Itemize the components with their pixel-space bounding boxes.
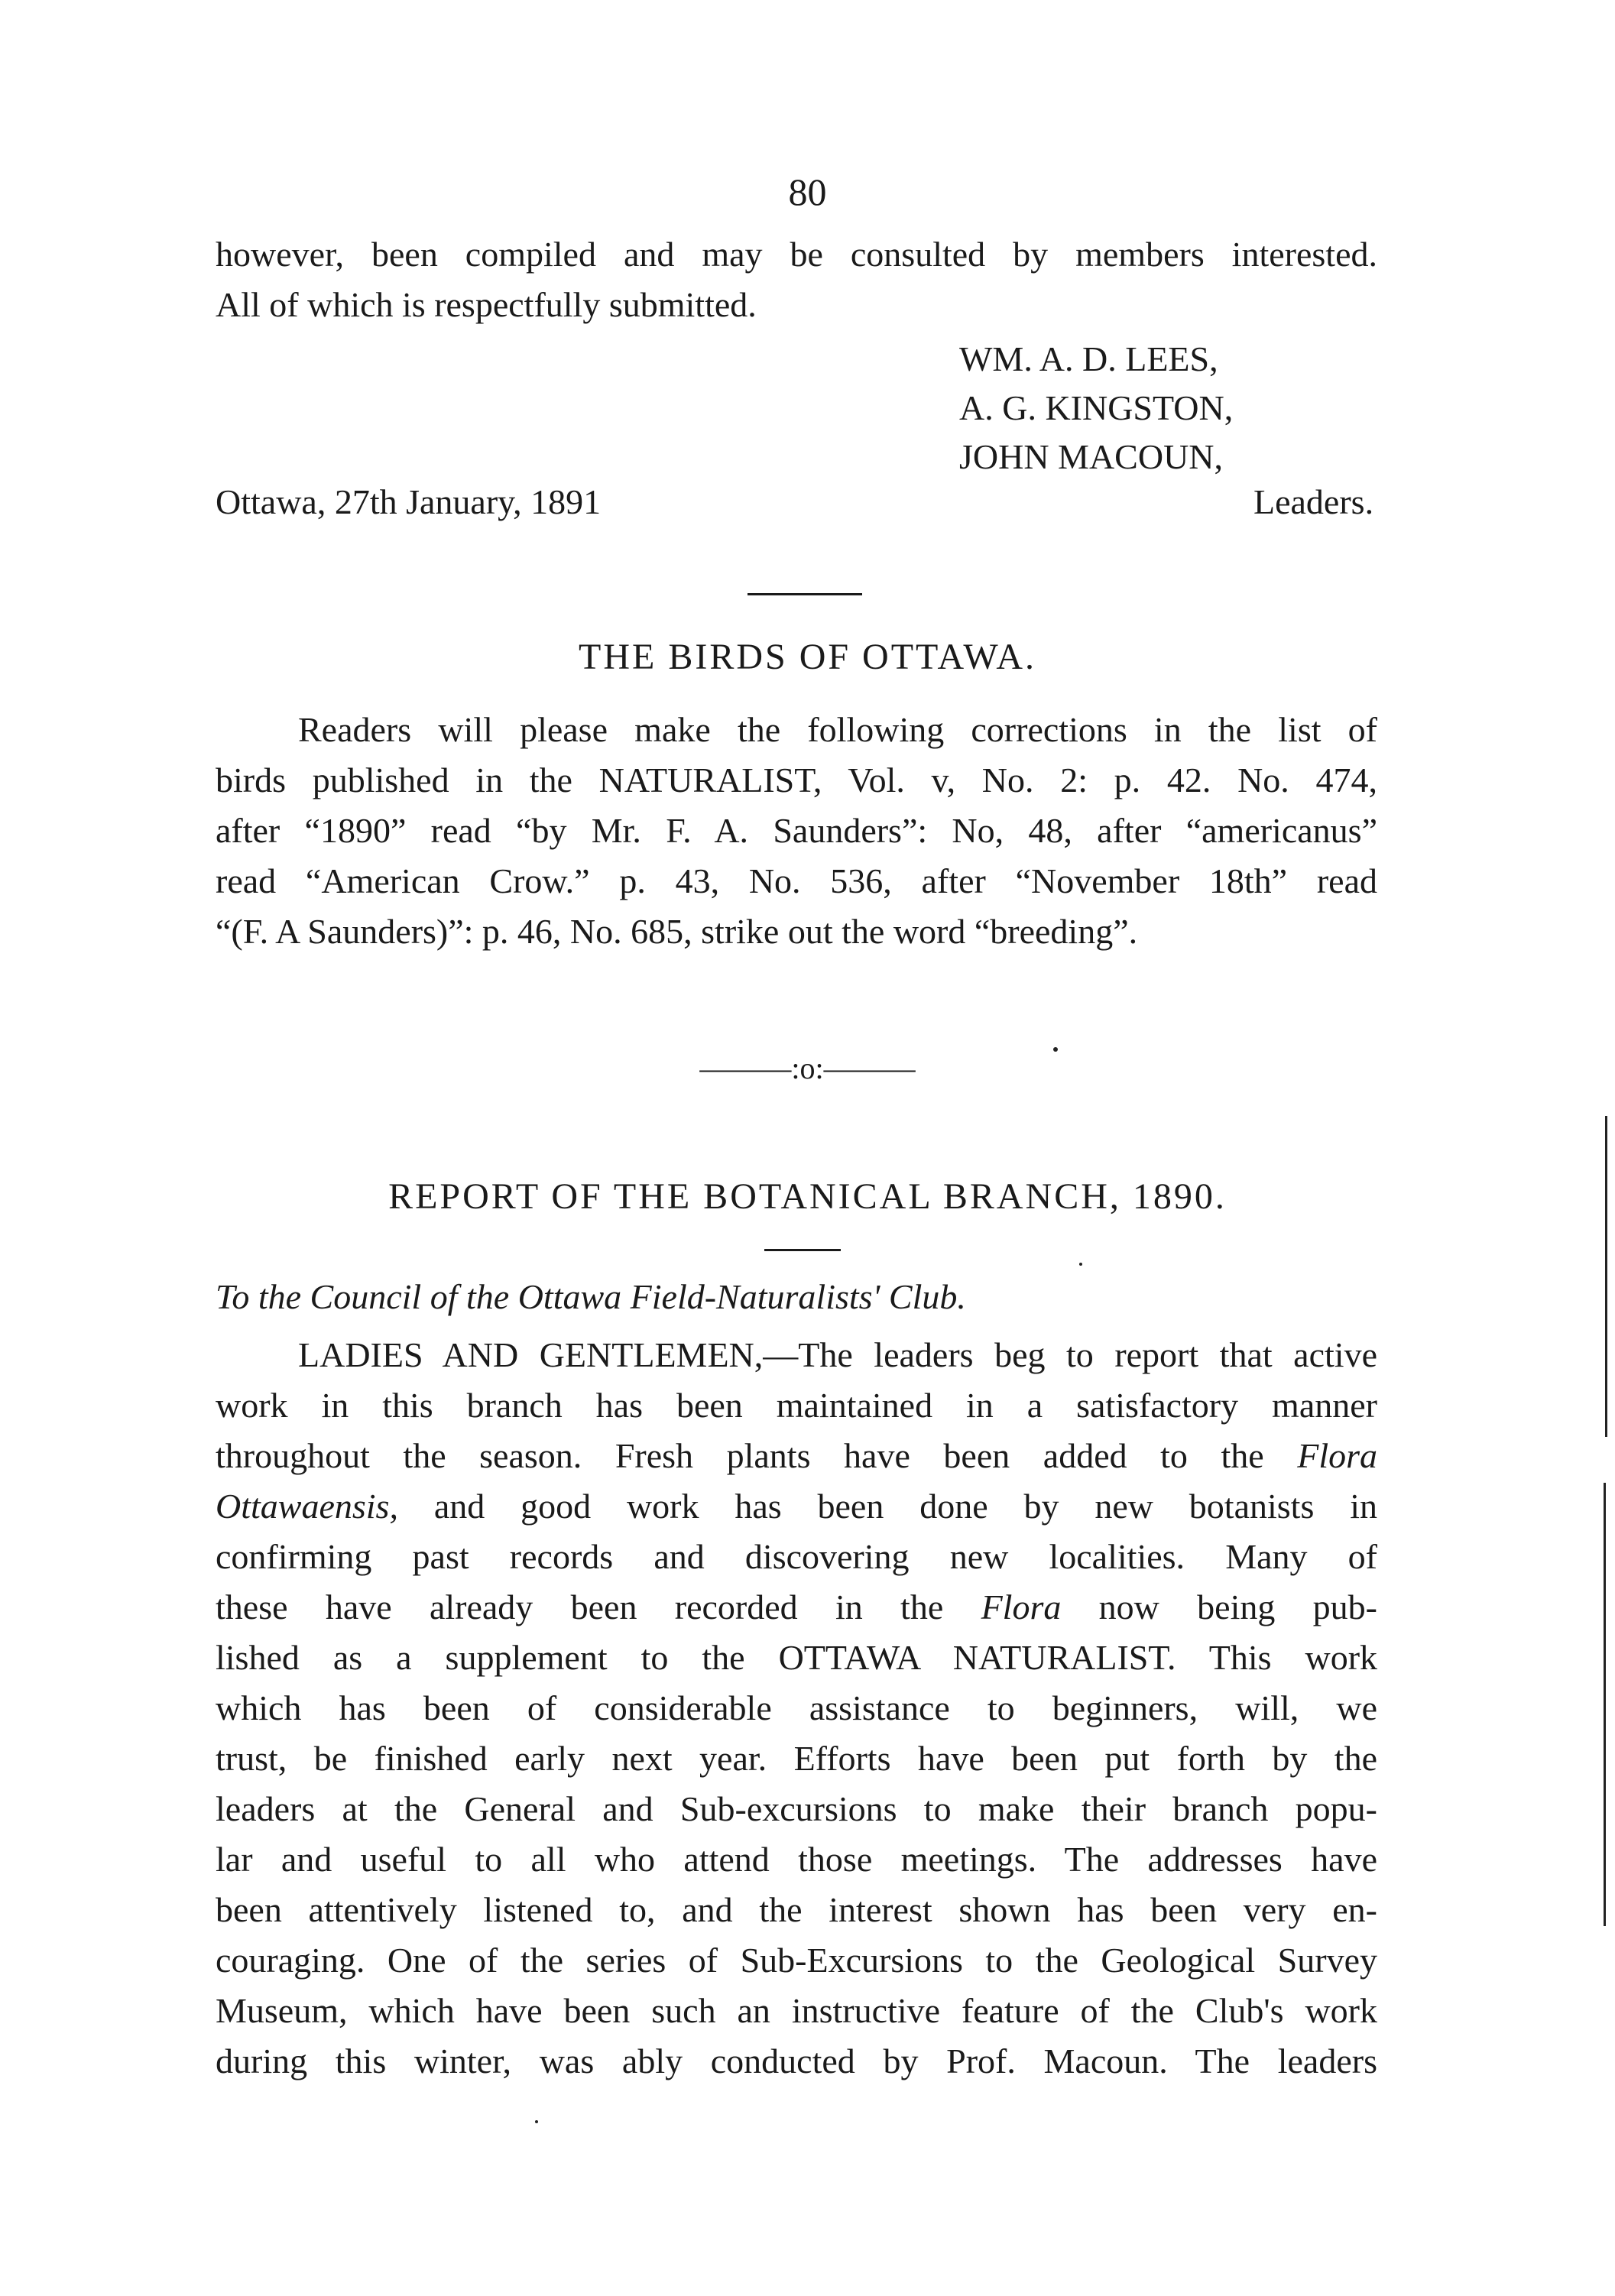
section-rule (748, 593, 862, 595)
botany-line-6-tail: now being pub- (1098, 1587, 1378, 1626)
botany-line-2: work in this branch has been maintained in a satisfactory manner (216, 1386, 1377, 1425)
botany-line-3-text: throughout the season. Fresh plants have been added to the (216, 1436, 1264, 1475)
signatory-role: Leaders. (1253, 482, 1374, 521)
journal-title: OTTAWA NATURALIST. (778, 1638, 1176, 1677)
botany-line-5: confirming past records and discovering new localities. Many of (216, 1537, 1377, 1576)
separator: ———:o:——— (699, 1051, 916, 1085)
birds-line-1: Readers will please make the following corrections in the list of (298, 710, 1377, 749)
scan-speck (1053, 1047, 1058, 1052)
botany-line-3 (216, 1431, 1377, 1481)
botany-line-11: lar and useful to all who attend those meetings. The addresses have (216, 1840, 1377, 1879)
birds-line-3: after “1890” read “by Mr. F. A. Saunders”: No, 48, after “americanus” (216, 811, 1377, 850)
botany-paragraph (216, 1330, 1377, 2087)
botany-line-10: leaders at the General and Sub-excursions to make their branch popu- (216, 1789, 1377, 1828)
flora-title-1: Flora (1297, 1436, 1377, 1475)
botany-line-14: Museum, which have been such an instructive feature of the Club's work (216, 1991, 1377, 2030)
birds-paragraph (216, 705, 1377, 957)
signatory-lees: WM. A. D. LEES, (959, 339, 1218, 378)
signatory-macoun: JOHN MACOUN, (959, 437, 1224, 476)
botany-line-4 (216, 1481, 1377, 1532)
botany-line-1-text: —The leaders beg to report that active (763, 1335, 1377, 1374)
closing-line-2: All of which is respectfully submitted. (216, 285, 757, 324)
botany-line-12: been attentively listened to, and the interest shown has been very en- (216, 1890, 1377, 1929)
closing-paragraph (216, 229, 1377, 330)
scan-speck (535, 2120, 538, 2123)
botany-line-7-tail: This work (1208, 1638, 1378, 1677)
botany-line-9: trust, be finished early next year. Efforts have been put forth by the (216, 1739, 1377, 1778)
birds-line-4: read “American Crow.” p. 43, No. 536, after “November 18th” read (216, 861, 1377, 900)
botany-line-7-text: lished as a supplement to the (216, 1638, 745, 1677)
botany-line-15: during this winter, was ably conducted by Prof. Macoun. The leaders (216, 2041, 1377, 2080)
botany-line-1 (216, 1330, 1377, 1380)
signatory-kingston: A. G. KINGSTON, (959, 388, 1234, 427)
closing-line-1: however, been compiled and may be consulted by members interested. (216, 235, 1377, 274)
heading-rule (764, 1249, 841, 1251)
botany-line-6 (216, 1582, 1377, 1633)
botany-line-7 (216, 1633, 1377, 1683)
botany-heading: REPORT OF THE BOTANICAL BRANCH, 1890. (388, 1176, 1227, 1217)
birds-heading: THE BIRDS OF OTTAWA. (579, 637, 1036, 677)
place-date: Ottawa, 27th January, 1891 (216, 482, 602, 521)
birds-line-5: “(F. A Saunders)”: p. 46, No. 685, strike out the word “breeding”. (216, 912, 1138, 951)
scan-margin-mark (1604, 1483, 1606, 1926)
botany-line-8: which has been of considerable assistance to beginners, will, we (216, 1688, 1377, 1727)
signatories (959, 335, 1233, 482)
flora-title-2: Flora (981, 1587, 1062, 1626)
botany-address: To the Council of the Ottawa Field-Naturalists' Club. (216, 1277, 966, 1316)
salutation: LADIES AND GENTLEMEN, (298, 1335, 764, 1374)
page-number: 80 (788, 170, 827, 213)
botany-line-13: couraging. One of the series of Sub-Excursions to the Geological Survey (216, 1941, 1377, 1980)
flora-title-ottawaensis: Ottawaensis, (216, 1487, 398, 1526)
scan-speck (1079, 1263, 1082, 1266)
botany-line-6-text: these have already been recorded in the (216, 1587, 944, 1626)
birds-line-2: birds published in the NATURALIST, Vol. v, No. 2: p. 42. No. 474, (216, 760, 1377, 799)
botany-line-4-text: and good work has been done by new botanists in (433, 1487, 1377, 1526)
scan-margin-mark (1605, 1116, 1607, 1437)
